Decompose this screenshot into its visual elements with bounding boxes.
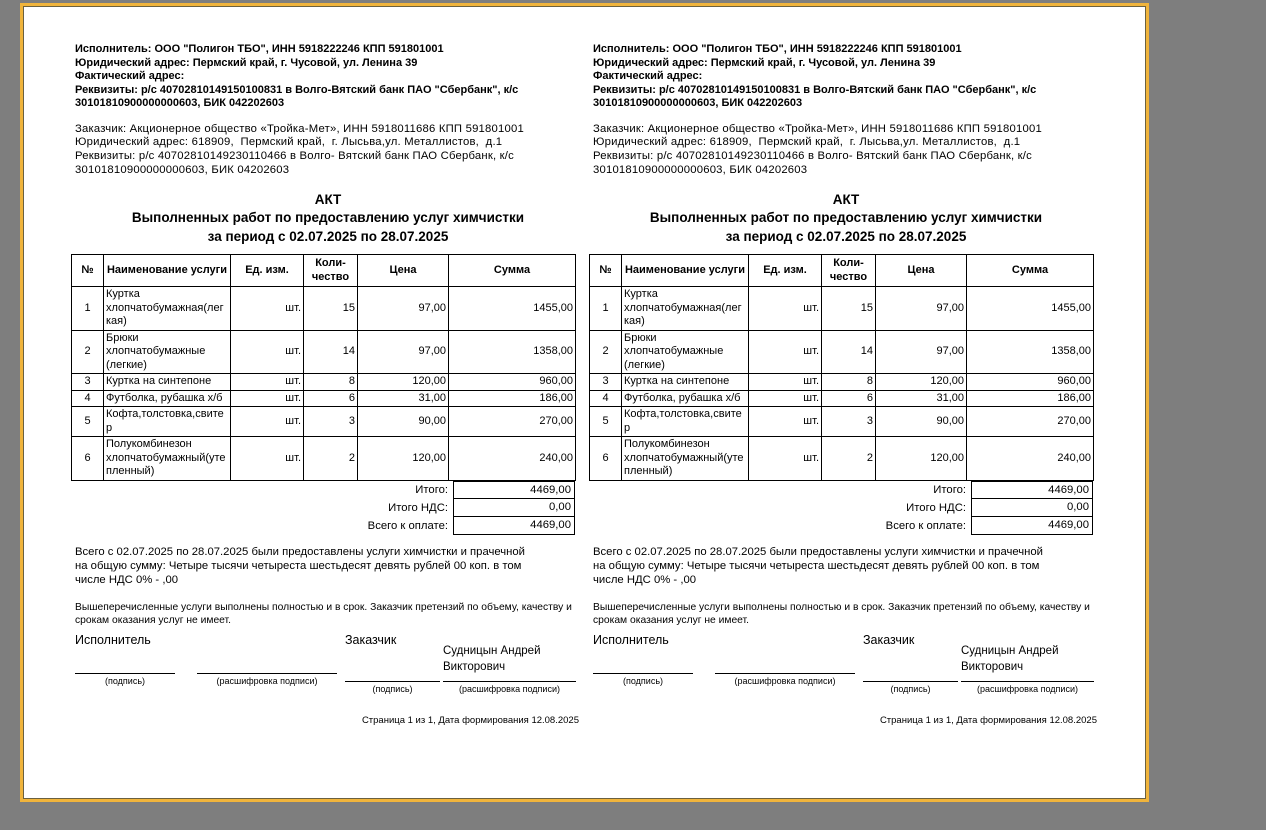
executor-decode-line <box>197 673 337 674</box>
table-row <box>72 330 576 374</box>
act-title-word: АКТ <box>832 191 860 207</box>
cell-unit: шт. <box>749 287 822 331</box>
decode-caption: (расшифровка подписи) <box>977 683 1078 694</box>
total-value: 0,00 <box>971 499 1093 517</box>
col-header-qty: Коли-чество <box>822 255 876 287</box>
executor-address-line: Юридический адрес: Пермский край, г. Чусовой, ул. Ленина 39 <box>75 56 418 69</box>
total-row-payable <box>71 517 575 535</box>
customer-line: Заказчик: Акционерное общество «Тройка-Мет», ИНН 5918011686 КПП 591801001 <box>593 122 1042 135</box>
cell-qty: 14 <box>304 330 358 374</box>
table-row <box>590 330 1094 374</box>
total-value: 4469,00 <box>453 481 575 499</box>
act-document-copy <box>593 43 1099 726</box>
cell-num: 3 <box>590 374 622 391</box>
cell-unit: шт. <box>231 407 304 437</box>
table-header-row <box>72 255 576 287</box>
customer-signature-heading: Заказчик <box>863 632 915 647</box>
total-value: 4469,00 <box>971 481 1093 499</box>
act-title <box>593 191 1099 247</box>
table-row <box>72 437 576 481</box>
cell-qty: 2 <box>822 437 876 481</box>
cell-price: 90,00 <box>358 407 449 437</box>
total-value: 4469,00 <box>971 517 1093 535</box>
customer-address-line: Юридический адрес: 618909, Пермский край, г. Лысьва,ул. Металлистов, д.1 <box>75 136 503 149</box>
total-label: Итого: <box>933 483 966 496</box>
table-row <box>590 437 1094 481</box>
executor-line: Исполнитель: ООО "Полигон ТБО", ИНН 5918222246 КПП 591801001 <box>593 43 962 55</box>
cell-service: Полукомбинезон хлопчатобумажный(утепленный) <box>104 437 231 481</box>
col-header-sum: Сумма <box>967 255 1094 287</box>
executor-actual-address-line: Фактический адрес: <box>593 70 703 82</box>
decode-caption: (расшифровка подписи) <box>734 675 836 686</box>
cell-service: Брюки хлопчатобумажные (легкие) <box>104 330 231 374</box>
cell-sum: 1455,00 <box>449 287 576 331</box>
totals-block <box>589 481 1093 535</box>
customer-block <box>75 123 581 178</box>
col-header-service: Наименование услуги <box>104 255 231 287</box>
cell-num: 1 <box>72 287 104 331</box>
total-row-nds <box>71 499 575 517</box>
cell-unit: шт. <box>231 374 304 391</box>
cell-unit: шт. <box>749 330 822 374</box>
table-row <box>72 287 576 331</box>
cell-qty: 6 <box>304 390 358 407</box>
customer-signature-heading: Заказчик <box>345 632 397 647</box>
col-header-price: Цена <box>876 255 967 287</box>
table-row <box>590 287 1094 331</box>
customer-requisites-line: Реквизиты: р/с 40702810149230110466 в Волго- Вятский банк ПАО Сбербанк, к/с 30101810900000000603, БИК 04202603 <box>593 150 1036 176</box>
cell-unit: шт. <box>749 374 822 391</box>
cell-num: 5 <box>72 407 104 437</box>
col-header-num: № <box>590 255 622 287</box>
sign-caption: (подпись) <box>890 683 931 694</box>
cell-service: Кофта,толстовка,свитер <box>104 407 231 437</box>
table-row <box>590 374 1094 391</box>
cell-qty: 3 <box>304 407 358 437</box>
decode-caption: (расшифровка подписи) <box>216 675 318 686</box>
cell-unit: шт. <box>231 287 304 331</box>
sign-caption: (подпись) <box>372 683 413 694</box>
cell-sum: 186,00 <box>967 390 1094 407</box>
cell-num: 4 <box>590 390 622 407</box>
cell-service: Брюки хлопчатобумажные (легкие) <box>622 330 749 374</box>
cell-service: Куртка на синтепоне <box>622 374 749 391</box>
cell-service: Футболка, рубашка х/б <box>622 390 749 407</box>
cell-service: Куртка на синтепоне <box>104 374 231 391</box>
total-row-itogo <box>589 481 1093 499</box>
customer-signatory-name: Судницын Андрей Викторович <box>443 644 541 673</box>
executor-signature-heading: Исполнитель <box>75 632 151 647</box>
cell-qty: 15 <box>304 287 358 331</box>
total-label: Всего к оплате: <box>367 519 448 532</box>
cell-service: Кофта,толстовка,свитер <box>622 407 749 437</box>
act-title-subject: Выполненных работ по предоставлению услуг химчистки <box>649 210 1043 226</box>
document-page <box>23 6 1146 799</box>
cell-num: 5 <box>590 407 622 437</box>
cell-num: 2 <box>72 330 104 374</box>
cell-service: Полукомбинезон хлопчатобумажный(утепленный) <box>622 437 749 481</box>
cell-price: 97,00 <box>876 287 967 331</box>
col-header-qty: Коли-чество <box>304 255 358 287</box>
cell-sum: 186,00 <box>449 390 576 407</box>
act-title-word: АКТ <box>314 191 342 207</box>
total-label: Итого НДС: <box>388 501 448 514</box>
cell-unit: шт. <box>749 390 822 407</box>
cell-sum: 960,00 <box>967 374 1094 391</box>
summary-text: Всего с 02.07.2025 по 28.07.2025 были предоставлены услуги химчистки и прачечной на общую сумму: Четыре тысячи четыреста шестьдесят девять рублей 00 коп. в том числе НДС 0% - ,00 <box>593 545 1043 586</box>
cell-qty: 14 <box>822 330 876 374</box>
cell-sum: 240,00 <box>967 437 1094 481</box>
totals-block <box>71 481 575 535</box>
cell-price: 120,00 <box>358 437 449 481</box>
cell-qty: 6 <box>822 390 876 407</box>
total-label: Итого: <box>415 483 448 496</box>
total-value: 4469,00 <box>453 517 575 535</box>
cell-price: 97,00 <box>358 330 449 374</box>
cell-price: 97,00 <box>876 330 967 374</box>
cell-num: 4 <box>72 390 104 407</box>
executor-requisites-line: Реквизиты: р/с 40702810149150100831 в Волго-Вятский банк ПАО "Сбербанк", к/с 30101810900000000603, БИК 042202603 <box>75 83 522 109</box>
act-document-copy <box>75 43 581 726</box>
customer-decode-line <box>961 681 1094 682</box>
cell-price: 97,00 <box>358 287 449 331</box>
executor-decode-line <box>715 673 855 674</box>
executor-address-line: Юридический адрес: Пермский край, г. Чусовой, ул. Ленина 39 <box>593 56 936 69</box>
executor-requisites-line: Реквизиты: р/с 40702810149150100831 в Волго-Вятский банк ПАО "Сбербанк", к/с 30101810900000000603, БИК 042202603 <box>593 83 1040 109</box>
cell-price: 31,00 <box>876 390 967 407</box>
cell-qty: 3 <box>822 407 876 437</box>
col-header-service: Наименование услуги <box>622 255 749 287</box>
signatures-block <box>75 633 581 697</box>
total-row-payable <box>589 517 1093 535</box>
total-row-itogo <box>71 481 575 499</box>
summary-text: Всего с 02.07.2025 по 28.07.2025 были предоставлены услуги химчистки и прачечной на общую сумму: Четыре тысячи четыреста шестьдесят девять рублей 00 коп. в том числе НДС 0% - ,00 <box>75 545 525 586</box>
customer-signatory-name: Судницын Андрей Викторович <box>961 644 1059 673</box>
col-header-unit: Ед. изм. <box>749 255 822 287</box>
cell-qty: 8 <box>304 374 358 391</box>
table-header-row <box>590 255 1094 287</box>
cell-sum: 1358,00 <box>449 330 576 374</box>
services-table <box>71 254 576 481</box>
cell-sum: 1358,00 <box>967 330 1094 374</box>
customer-line: Заказчик: Акционерное общество «Тройка-Мет», ИНН 5918011686 КПП 591801001 <box>75 122 524 135</box>
table-row <box>72 390 576 407</box>
sign-caption: (подпись) <box>104 675 146 686</box>
cell-price: 31,00 <box>358 390 449 407</box>
cell-num: 2 <box>590 330 622 374</box>
total-label: Всего к оплате: <box>885 519 966 532</box>
customer-requisites-line: Реквизиты: р/с 40702810149230110466 в Волго- Вятский банк ПАО Сбербанк, к/с 30101810900000000603, БИК 04202603 <box>75 150 518 176</box>
customer-address-line: Юридический адрес: 618909, Пермский край, г. Лысьва,ул. Металлистов, д.1 <box>593 136 1021 149</box>
page-footer: Страница 1 из 1, Дата формирования 12.08.2025 <box>879 714 1097 726</box>
page-footer: Страница 1 из 1, Дата формирования 12.08.2025 <box>361 714 579 726</box>
total-row-nds <box>589 499 1093 517</box>
customer-decode-line <box>443 681 576 682</box>
cell-num: 6 <box>590 437 622 481</box>
cell-price: 120,00 <box>876 374 967 391</box>
act-title-subject: Выполненных работ по предоставлению услуг химчистки <box>131 210 525 226</box>
cell-sum: 240,00 <box>449 437 576 481</box>
executor-block <box>593 43 1099 111</box>
cell-sum: 270,00 <box>967 407 1094 437</box>
cell-sum: 270,00 <box>449 407 576 437</box>
cell-qty: 8 <box>822 374 876 391</box>
executor-signature-heading: Исполнитель <box>593 632 669 647</box>
executor-line: Исполнитель: ООО "Полигон ТБО", ИНН 5918222246 КПП 591801001 <box>75 43 444 55</box>
cell-num: 6 <box>72 437 104 481</box>
executor-block <box>75 43 581 111</box>
decode-caption: (расшифровка подписи) <box>459 683 560 694</box>
claims-text: Вышеперечисленные услуги выполнены полностью и в срок. Заказчик претензий по объему, качеству и срокам оказания услуг не имеет. <box>593 601 1090 626</box>
cell-service: Куртка хлопчатобумажная(легкая) <box>622 287 749 331</box>
cell-sum: 1455,00 <box>967 287 1094 331</box>
col-header-unit: Ед. изм. <box>231 255 304 287</box>
table-row <box>72 374 576 391</box>
cell-unit: шт. <box>749 437 822 481</box>
executor-sign-line <box>75 673 175 674</box>
col-header-price: Цена <box>358 255 449 287</box>
table-row <box>72 407 576 437</box>
col-header-num: № <box>72 255 104 287</box>
cell-price: 90,00 <box>876 407 967 437</box>
cell-price: 120,00 <box>876 437 967 481</box>
total-label: Итого НДС: <box>906 501 966 514</box>
services-table <box>589 254 1094 481</box>
total-value: 0,00 <box>453 499 575 517</box>
cell-unit: шт. <box>231 330 304 374</box>
executor-actual-address-line: Фактический адрес: <box>75 70 185 82</box>
cell-num: 1 <box>590 287 622 331</box>
table-row <box>590 407 1094 437</box>
act-title <box>75 191 581 247</box>
cell-service: Футболка, рубашка х/б <box>104 390 231 407</box>
act-title-period: за период с 02.07.2025 по 28.07.2025 <box>207 228 449 244</box>
cell-num: 3 <box>72 374 104 391</box>
cell-qty: 2 <box>304 437 358 481</box>
cell-sum: 960,00 <box>449 374 576 391</box>
cell-qty: 15 <box>822 287 876 331</box>
cell-service: Куртка хлопчатобумажная(легкая) <box>104 287 231 331</box>
cell-unit: шт. <box>749 407 822 437</box>
signatures-block <box>593 633 1099 697</box>
executor-sign-line <box>593 673 693 674</box>
act-title-period: за период с 02.07.2025 по 28.07.2025 <box>725 228 967 244</box>
cell-price: 120,00 <box>358 374 449 391</box>
claims-text: Вышеперечисленные услуги выполнены полностью и в срок. Заказчик претензий по объему, качеству и срокам оказания услуг не имеет. <box>75 601 572 626</box>
table-row <box>590 390 1094 407</box>
cell-unit: шт. <box>231 390 304 407</box>
customer-block <box>593 123 1099 178</box>
col-header-sum: Сумма <box>449 255 576 287</box>
cell-unit: шт. <box>231 437 304 481</box>
sign-caption: (подпись) <box>622 675 664 686</box>
